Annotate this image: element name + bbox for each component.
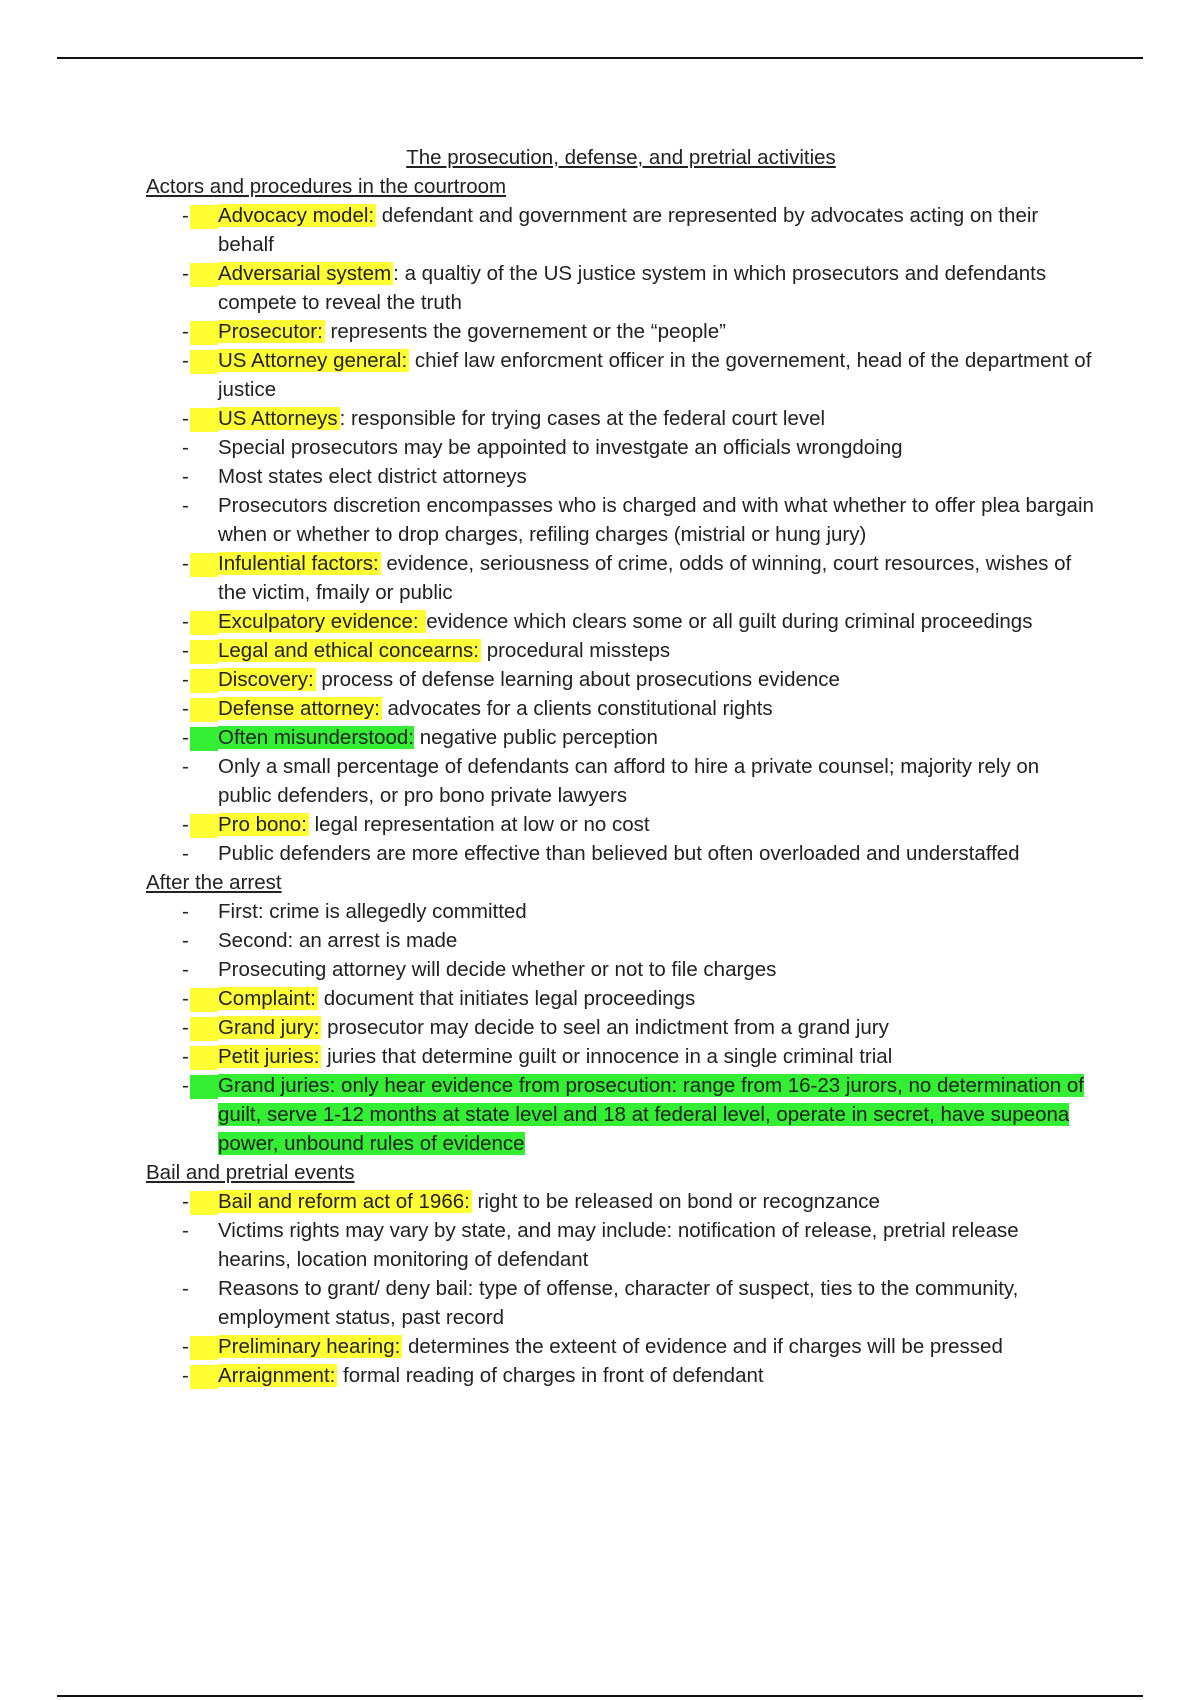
item-term: Bail and reform act of 1966:: [218, 1190, 470, 1213]
highlight-marker: [190, 727, 218, 751]
item-term: Exculpatory evidence:: [218, 610, 425, 633]
list-item: [146, 1187, 1096, 1216]
bullet-dash: -: [182, 987, 189, 1010]
item-text: formal reading of charges in front of defendant: [337, 1364, 764, 1387]
item-term: Adversarial system: [218, 262, 392, 285]
item-text: Special prosecutors may be appointed to investgate an officials wrongdoing: [218, 436, 903, 459]
bullet-dash: -: [182, 900, 189, 923]
highlight-marker: [190, 321, 218, 345]
list-item: [146, 259, 1096, 317]
section-heading: Bail and pretrial events: [146, 1161, 355, 1184]
bullet-dash: -: [182, 552, 189, 575]
list-item: [146, 433, 1096, 462]
item-text: represents the governement or the “people”: [324, 320, 726, 343]
highlight-marker: [190, 669, 218, 693]
list-item: [146, 549, 1096, 607]
list-item: [146, 201, 1096, 259]
item-text: document that initiates legal proceedings: [318, 987, 696, 1010]
highlight-marker: [190, 408, 218, 432]
item-term: Grand jury:: [218, 1016, 320, 1039]
list-item: [146, 462, 1096, 491]
item-text: prosecutor may decide to seel an indictment from a grand jury: [321, 1016, 889, 1039]
list-item: [146, 694, 1096, 723]
bullet-dash: -: [182, 1074, 189, 1097]
item-text: Most states elect district attorneys: [218, 465, 527, 488]
highlight-marker: [190, 1365, 218, 1389]
item-text: right to be released on bond or recognzance: [471, 1190, 880, 1213]
list-item: [146, 897, 1096, 926]
bullet-dash: -: [182, 639, 189, 662]
item-text: defendant and government are represented by advocates acting on their behalf: [218, 204, 1039, 256]
item-text: process of defense learning about prosecutions evidence: [315, 668, 840, 691]
item-text: : responsible for trying cases at the federal court level: [339, 407, 826, 430]
item-text: Second: an arrest is made: [218, 929, 458, 952]
bullet-dash: -: [182, 726, 189, 749]
item-term: Prosecutor:: [218, 320, 323, 343]
bullet-dash: -: [182, 842, 189, 865]
list-item: [146, 810, 1096, 839]
section-heading: After the arrest: [146, 871, 282, 894]
bullet-dash: -: [182, 958, 189, 981]
bullet-list: [146, 201, 1096, 868]
item-text: First: crime is allegedly committed: [218, 900, 527, 923]
highlight-marker: [190, 1336, 218, 1360]
item-term: Often misunderstood:: [218, 726, 414, 749]
bullet-list: [146, 897, 1096, 1158]
list-item: [146, 984, 1096, 1013]
bullet-dash: -: [182, 1045, 189, 1068]
bullet-dash: -: [182, 1016, 189, 1039]
item-term: Pro bono:: [218, 813, 307, 836]
item-text: Only a small percentage of defendants can afford to hire a private counsel; majority rely on public defenders, or pro bono private lawyers: [218, 755, 1040, 807]
bullet-dash: -: [182, 610, 189, 633]
item-text: legal representation at low or no cost: [308, 813, 650, 836]
highlight-marker: [190, 553, 218, 577]
item-text: Reasons to grant/ deny bail: type of offense, character of suspect, ties to the community, employment status, past record: [218, 1277, 1019, 1329]
list-item: [146, 1042, 1096, 1071]
item-text: advocates for a clients constitutional rights: [381, 697, 773, 720]
list-item: [146, 926, 1096, 955]
item-term: Complaint:: [218, 987, 316, 1010]
item-text: Public defenders are more effective than believed but often overloaded and understaffed: [218, 842, 1020, 865]
item-text: evidence, seriousness of crime, odds of winning, court resources, wishes of the victim, fmaily or public: [218, 552, 1072, 604]
item-term: Defense attorney:: [218, 697, 380, 720]
document-title: The prosecution, defense, and pretrial activities: [406, 146, 836, 169]
item-term: US Attorneys: [218, 407, 338, 430]
list-item: [146, 955, 1096, 984]
list-item: [146, 1274, 1096, 1332]
document-body: [146, 143, 1096, 1390]
bullet-dash: -: [182, 436, 189, 459]
item-text: determines the exteent of evidence and if charges will be pressed: [402, 1335, 1003, 1358]
highlight-marker: [190, 263, 218, 287]
item-term: Infulential factors:: [218, 552, 379, 575]
section-heading: Actors and procedures in the courtroom: [146, 175, 507, 198]
bullet-dash: -: [182, 1277, 189, 1300]
item-term: Arraignment:: [218, 1364, 336, 1387]
list-item: [146, 665, 1096, 694]
list-item: [146, 1013, 1096, 1042]
bullet-dash: -: [182, 1335, 189, 1358]
item-term: Advocacy model:: [218, 204, 375, 227]
item-text: Prosecuting attorney will decide whether or not to file charges: [218, 958, 777, 981]
list-item: [146, 839, 1096, 868]
top-rule: [57, 57, 1143, 59]
bullet-dash: -: [182, 1219, 189, 1242]
item-text: chief law enforcment officer in the governement, head of the department of justice: [218, 349, 1092, 401]
bullet-dash: -: [182, 697, 189, 720]
list-item: [146, 404, 1096, 433]
item-term: US Attorney general:: [218, 349, 408, 372]
list-item: [146, 723, 1096, 752]
bullet-dash: -: [182, 262, 189, 285]
item-text: evidence which clears some or all guilt during criminal proceedings: [426, 610, 1033, 633]
item-text: negative public perception: [414, 726, 658, 749]
bullet-dash: -: [182, 494, 189, 517]
list-item: [146, 1071, 1096, 1158]
highlight-marker: [190, 611, 218, 635]
bullet-dash: -: [182, 1364, 189, 1387]
list-item: [146, 752, 1096, 810]
list-item: [146, 1361, 1096, 1390]
bullet-dash: -: [182, 668, 189, 691]
highlight-marker: [190, 640, 218, 664]
highlight-marker: [190, 350, 218, 374]
bullet-dash: -: [182, 320, 189, 343]
item-text: : a qualtiy of the US justice system in which prosecutors and defendants compete to reveal the truth: [218, 262, 1047, 314]
highlight-marker: [190, 1075, 218, 1099]
list-item: [146, 1332, 1096, 1361]
item-term: Discovery:: [218, 668, 314, 691]
item-text: Prosecutors discretion encompasses who is charged and with what whether to offer plea bargain when or whether to drop charges, refiling charges (mistrial or hung jury): [218, 494, 1094, 546]
bullet-dash: -: [182, 407, 189, 430]
bullet-dash: -: [182, 465, 189, 488]
list-item: [146, 607, 1096, 636]
item-term: Grand juries: only hear evidence from prosecution: range from 16-23 jurors, no determination of guilt, serve 1-12 months at state level and 18 at federal level, operate in secret, have supeona power, unbound rules of evidence: [218, 1074, 1085, 1155]
item-text: Victims rights may vary by state, and may include: notification of release, pretrial release hearins, location monitoring of defendant: [218, 1219, 1019, 1271]
highlight-marker: [190, 205, 218, 229]
list-item: [146, 491, 1096, 549]
item-term: Preliminary hearing:: [218, 1335, 401, 1358]
highlight-marker: [190, 1046, 218, 1070]
sections-container: [146, 172, 1096, 1390]
list-item: [146, 1216, 1096, 1274]
highlight-marker: [190, 698, 218, 722]
bullet-dash: -: [182, 349, 189, 372]
list-item: [146, 346, 1096, 404]
highlight-marker: [190, 814, 218, 838]
item-term: Petit juries:: [218, 1045, 320, 1068]
bullet-dash: -: [182, 1190, 189, 1213]
bullet-list: [146, 1187, 1096, 1390]
highlight-marker: [190, 1017, 218, 1041]
bullet-dash: -: [182, 813, 189, 836]
item-text: juries that determine guilt or innocence in a single criminal trial: [321, 1045, 893, 1068]
bullet-dash: -: [182, 929, 189, 952]
highlight-marker: [190, 1191, 218, 1215]
highlight-marker: [190, 988, 218, 1012]
bullet-dash: -: [182, 755, 189, 778]
bottom-rule: [57, 1695, 1143, 1697]
bullet-dash: -: [182, 204, 189, 227]
list-item: [146, 636, 1096, 665]
item-text: procedural missteps: [481, 639, 671, 662]
item-term: Legal and ethical concearns:: [218, 639, 479, 662]
list-item: [146, 317, 1096, 346]
